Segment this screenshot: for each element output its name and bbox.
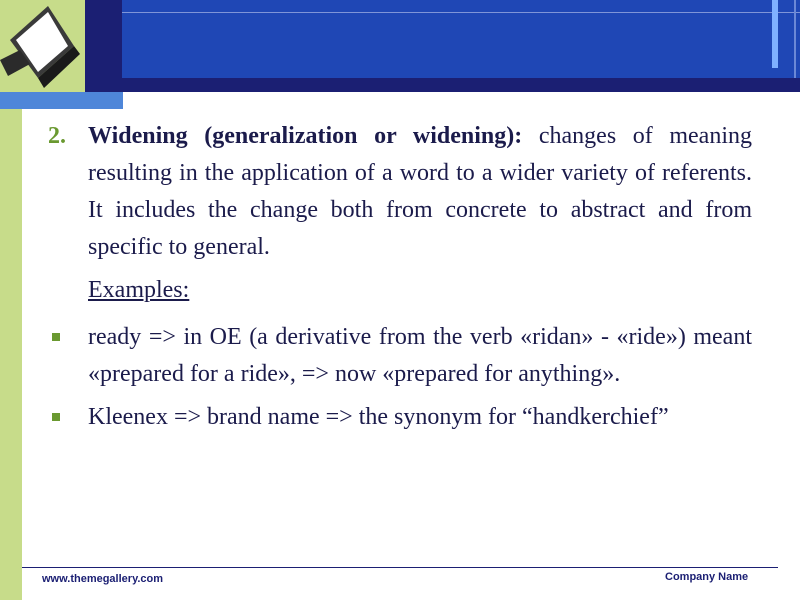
bullet-text: Kleenex => brand name => the synonym for “handkerchief” [88, 404, 669, 430]
item-term: Widening (generalization or widening): [88, 123, 523, 149]
footer-divider [22, 567, 778, 568]
bullet-item [48, 399, 752, 436]
header-divider [122, 12, 800, 13]
footer-website: www.themegallery.com [42, 573, 164, 585]
square-bullet-icon [52, 333, 60, 341]
side-accent [0, 92, 123, 109]
slide-body [48, 118, 752, 442]
monitor-icon [0, 0, 85, 92]
header-accent-line [794, 0, 796, 78]
header-accent-bar [772, 0, 778, 68]
slide-header [0, 0, 800, 92]
square-bullet-icon [52, 413, 60, 421]
examples-label: Examples: [88, 277, 190, 303]
side-stripe [0, 92, 22, 600]
header-underband [85, 78, 800, 92]
bullet-text: ready => in OE (a derivative from the verb «ridan» - «ride») meant «prepared for a ride», => now «prepared for anything». [88, 324, 752, 387]
item-number: 2. [48, 123, 66, 149]
numbered-item [48, 118, 752, 266]
logo-area [0, 0, 85, 92]
item-description: changes of meaning resulting in the application of a word to a wider variety of referents. It includes the change both from concrete to abstract and from specific to general. [88, 123, 752, 260]
bullet-item [48, 319, 752, 393]
footer-company: Company Name [665, 571, 749, 583]
